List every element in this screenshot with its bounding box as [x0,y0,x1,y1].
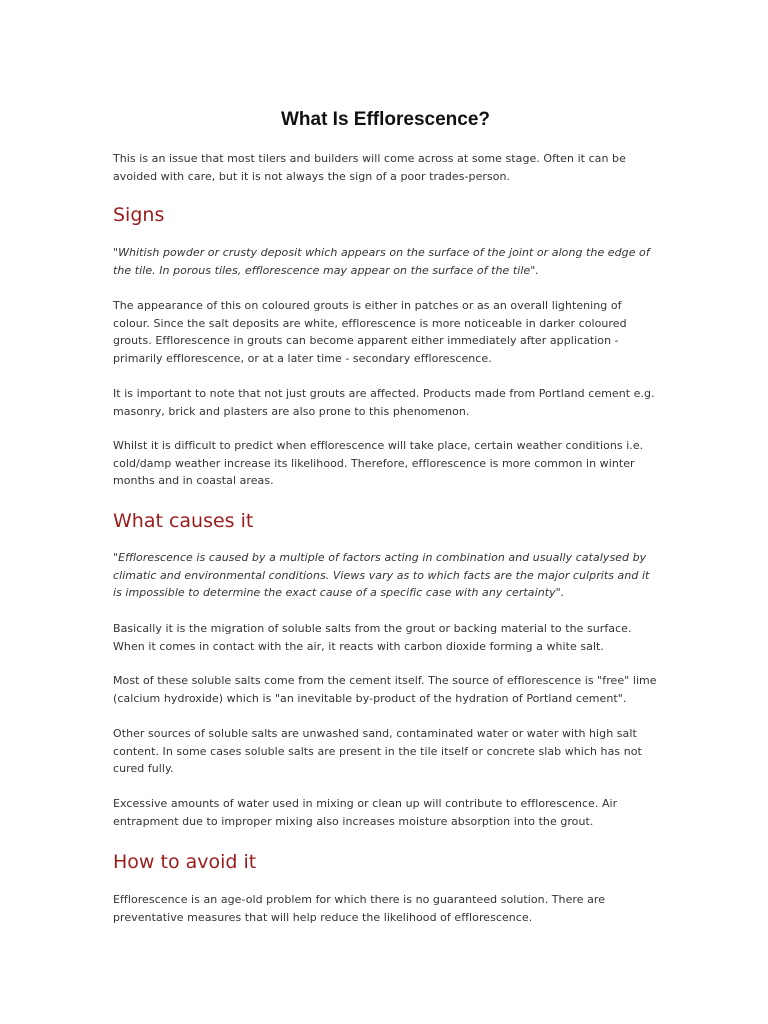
avoid-heading: How to avoid it [113,851,257,873]
causes-heading: What causes it [113,510,254,532]
causes-paragraph-3: Other sources of soluble salts are unwashed sand, contaminated water or water with high salt content. In some cases soluble salts are present in the tile itself or concrete slab which has not cured fully. [113,727,642,775]
causes-paragraph-1: Basically it is the migration of soluble salts from the grout or backing material to the surface. When it comes in contact with the air, it reacts with carbon dioxide forming a white salt. [113,622,632,653]
causes-paragraph-2: Most of these soluble salts come from the cement itself. The source of efflorescence is "free" lime (calcium hydroxide) which is "an inevitable by-product of the hydration of Portland cement". [113,674,657,705]
signs-paragraph-1: The appearance of this on coloured grouts is either in patches or as an overall lightening of colour. Since the salt deposits are white, efflorescence is more noticeable in darker coloured grouts. Efflorescence in grouts can become apparent either immediately after application - primarily efflorescence, or at a later time - secondary efflorescence. [113,299,627,365]
avoid-paragraph-1: Efflorescence is an age-old problem for which there is no guaranteed solution. There are preventative measures that will help reduce the likelihood of efflorescence. [113,893,606,924]
intro-paragraph: This is an issue that most tilers and builders will come across at some stage. Often it can be avoided with care, but it is not always the sign of a poor trades-person. [113,152,626,183]
signs-heading: Signs [113,204,165,226]
page-title: What Is Efflorescence? [280,109,491,130]
signs-quote: "Whitish powder or crusty deposit which appears on the surface of the joint or along the edge of the tile. In porous tiles, efflorescence may appear on the surface of the tile". [113,246,650,277]
causes-paragraph-4: Excessive amounts of water used in mixing or clean up will contribute to efflorescence. Air entrapment due to improper mixing also increases moisture absorption into the grout. [113,797,618,828]
signs-paragraph-2: It is important to note that not just grouts are affected. Products made from Portland cement e.g. masonry, brick and plasters are also prone to this phenomenon. [113,387,655,418]
causes-quote: "Efflorescence is caused by a multiple of factors acting in combination and usually catalysed by climatic and environmental conditions. Views vary as to which facts are the major culprits and it is impossible to determine the exact cause of a specific case with any certainty". [113,551,650,599]
signs-paragraph-3: Whilst it is difficult to predict when efflorescence will take place, certain weather conditions i.e. cold/damp weather increase its likelihood. Therefore, efflorescence is more common in winter months and in coastal areas. [113,439,644,487]
